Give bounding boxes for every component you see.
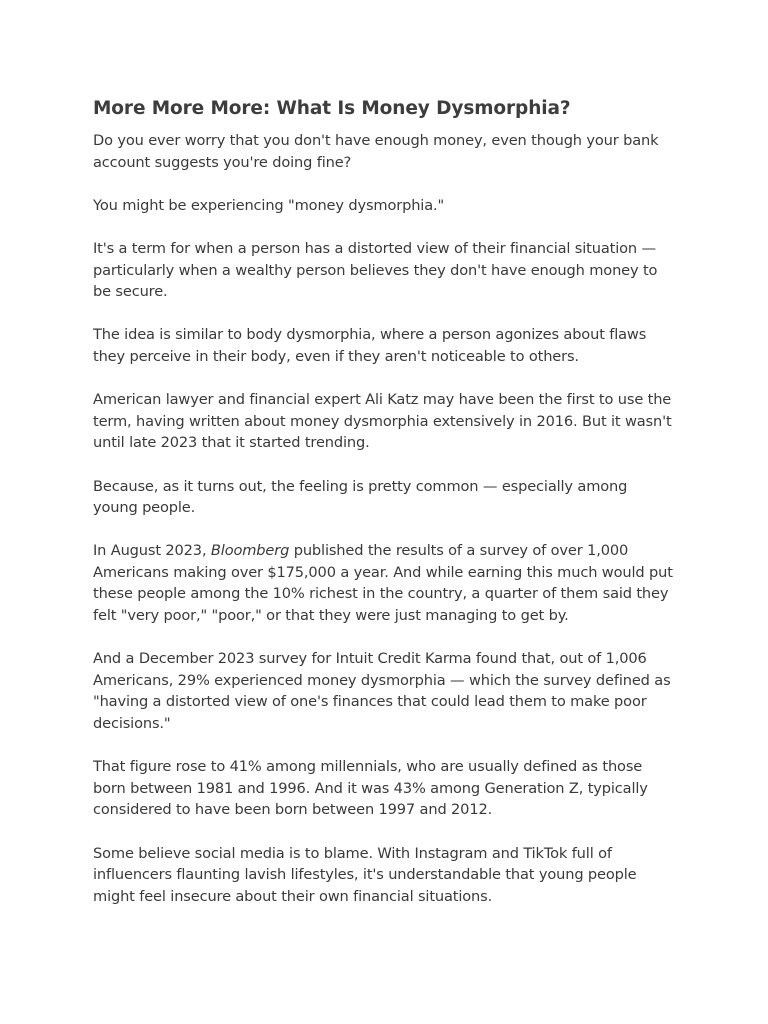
paragraph: Do you ever worry that you don't have enough money, even though your bank account suggests you're doing fine?	[93, 132, 659, 171]
paragraph: Because, as it turns out, the feeling is pretty common — especially among young people.	[93, 477, 628, 517]
paragraph: It's a term for when a person has a distorted view of their financial situation — particularly when a wealthy person believes they don't have enough money to be secure.	[93, 239, 658, 301]
paragraph: The idea is similar to body dysmorphia, where a person agonizes about flaws they perceive in their body, even if they aren't noticeable to others.	[93, 326, 647, 365]
paragraph: That figure rose to 41% among millennials, who are usually defined as those born between 1981 and 1996. And it was 43% among Generation Z, typically considered to have been born between 1997 and 2012.	[93, 758, 648, 819]
article	[93, 96, 673, 929]
paragraph-bloomberg	[93, 540, 673, 626]
paragraph-text: In August 2023,	[93, 542, 211, 560]
paragraph: Some believe social media is to blame. With Instagram and TikTok full of influencers flaunting lavish lifestyles, it's understandable that young people might feel insecure about their own financial situations.	[93, 844, 637, 905]
publication-name: Bloomberg	[210, 542, 290, 560]
paragraph: You might be experiencing "money dysmorphia."	[93, 196, 445, 214]
article-title: More More More: What Is Money Dysmorphia?	[93, 98, 571, 119]
paragraph: American lawyer and financial expert Ali Katz may have been the first to use the term, having written about money dysmorphia extensively in 2016. But it wasn't until late 2023 that it started trending.	[93, 391, 672, 452]
paragraph-text: published the results of a survey of over 1,000 Americans making over $175,000 a year. And while earning this much would put these people among the 10% richest in the country, a quarter of them said they felt "very poor," "poor," or that they were just managing to get by.	[93, 542, 673, 625]
paragraph: And a December 2023 survey for Intuit Credit Karma found that, out of 1,006 Americans, 29% experienced money dysmorphia — which the survey defined as "having a distorted view of one's finances that could lead them to make poor decisions."	[93, 650, 671, 733]
